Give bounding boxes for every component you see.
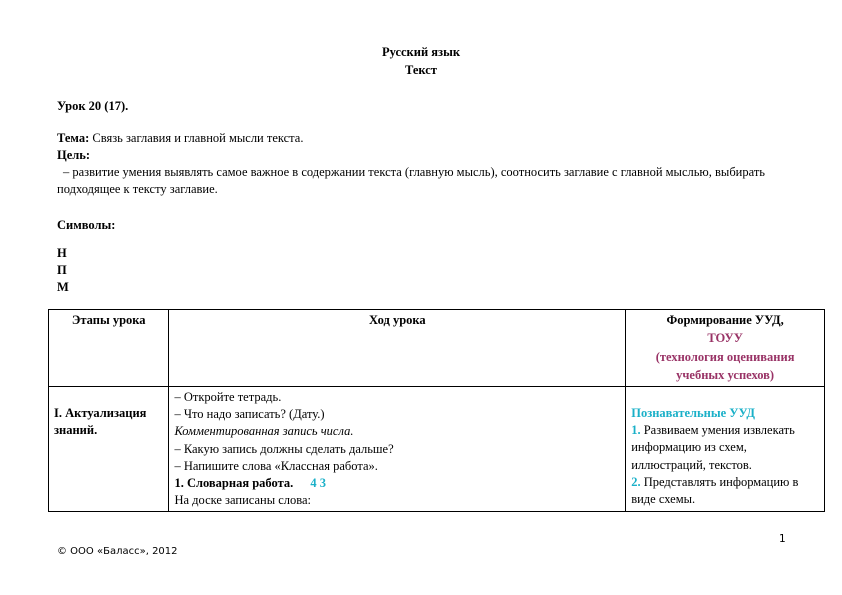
uud-cell bbox=[626, 387, 825, 512]
course-line-3: Комментированная запись числа. bbox=[174, 424, 354, 439]
stage-cell: I. Актуализация знаний. bbox=[49, 387, 169, 512]
theme-label: Тема: bbox=[57, 131, 90, 145]
course-line-4: – Какую запись должны сделать дальше? bbox=[174, 441, 394, 456]
course-line-2: – Что надо записать? (Дату.) bbox=[174, 407, 325, 422]
theme-text: Связь заглавия и главной мысли текста. bbox=[89, 131, 304, 145]
symbol-m: М bbox=[57, 280, 69, 294]
table-header-row bbox=[49, 310, 825, 387]
goal-text: – развитие умения выявлять самое важное в содержании текста (главную мысль), соотносить заглавие с главной мыслью, выбирать подходящее к тексту заглавие. bbox=[57, 165, 766, 196]
page-number: 1 bbox=[779, 533, 786, 545]
lesson-table bbox=[48, 309, 825, 512]
symbol-p: П bbox=[57, 263, 67, 277]
subject-title: Русский язык bbox=[381, 45, 461, 59]
vocab-title: 1. Словарная работа. bbox=[174, 476, 294, 491]
course-line-1: – Откройте тетрадь. bbox=[174, 390, 282, 404]
uud-item-2-text: Представлять информацию в виде схемы. bbox=[631, 474, 799, 507]
header-course: Ход урока bbox=[169, 310, 626, 387]
uud-title: Познавательные УУД bbox=[631, 406, 755, 420]
uud-item-1-text: Развиваем умения извлекать информацию из схем, иллюстраций, текстов. bbox=[631, 423, 795, 472]
course-cell bbox=[169, 387, 626, 512]
goal-label: Цель: bbox=[57, 148, 91, 162]
theme-line bbox=[57, 130, 797, 147]
vocab-line bbox=[174, 475, 620, 492]
footer-copyright: © ООО «Баласс», 2012 bbox=[57, 546, 178, 557]
uud-item-2-num: 2. bbox=[631, 474, 641, 489]
symbols-label: Символы: bbox=[57, 218, 116, 232]
header-uud-line1: Формирование УУД, bbox=[666, 313, 784, 327]
uud-item-1 bbox=[631, 422, 819, 474]
uud-item-1-num: 1. bbox=[631, 423, 641, 438]
table-row bbox=[49, 387, 825, 512]
header-uud bbox=[626, 310, 825, 387]
header-touu-desc: (технология оценивания учебных успехов) bbox=[655, 350, 795, 382]
board-text: На доске записаны слова: bbox=[174, 493, 312, 508]
header-touu: ТОУУ bbox=[707, 331, 743, 346]
header-stages: Этапы урока bbox=[49, 310, 169, 387]
topic-title: Текст bbox=[405, 63, 437, 77]
symbol-n: Н bbox=[57, 246, 67, 260]
vocab-marks: 4 3 bbox=[310, 476, 327, 491]
uud-item-2 bbox=[631, 474, 819, 508]
course-line-5: – Напишите слова «Классная работа». bbox=[174, 458, 378, 473]
lesson-number: Урок 20 (17). bbox=[57, 99, 129, 113]
